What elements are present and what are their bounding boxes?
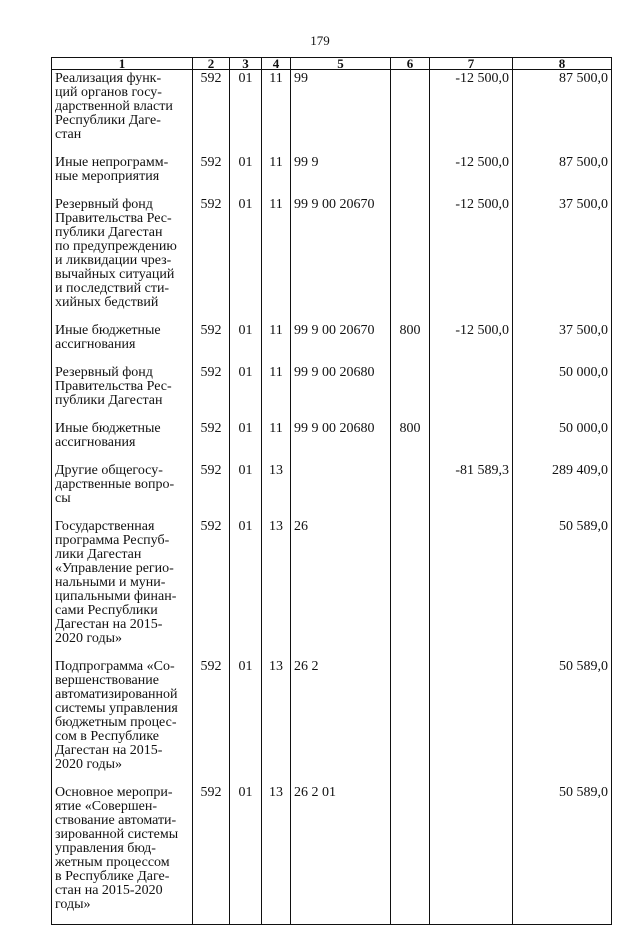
item-name-line: хийных бедствий <box>55 295 159 310</box>
cell-target-article: 99 9 00 20680 <box>291 364 391 420</box>
cell-total-amount: 50 000,0 <box>513 364 612 420</box>
item-name-line: «Управление регио- <box>55 561 174 576</box>
item-name-line: Другие общегосу- <box>55 463 163 478</box>
cell-total-amount: 37 500,0 <box>513 196 612 322</box>
cell-expense-type <box>391 518 430 658</box>
item-name-line: Правительства Рес- <box>55 379 172 394</box>
item-name-line: ствование автомати- <box>55 813 177 828</box>
cell-subsection: 13 <box>262 658 291 784</box>
cell-change-amount <box>430 658 513 784</box>
cell-change-amount: -12 500,0 <box>430 196 513 322</box>
column-header: 7 <box>430 58 513 70</box>
cell-admin-code: 592 <box>193 322 230 364</box>
item-name-line: жетным процессом <box>55 855 170 870</box>
item-name-line: сами Республики <box>55 603 158 618</box>
cell-total-amount: 50 589,0 <box>513 658 612 784</box>
cell-change-amount: -12 500,0 <box>430 70 513 155</box>
item-name-line: 2020 годы» <box>55 631 123 646</box>
table-row <box>52 658 612 784</box>
item-name-line: Правительства Рес- <box>55 211 172 226</box>
cell-change-amount: -81 589,3 <box>430 462 513 518</box>
cell-change-amount: -12 500,0 <box>430 154 513 196</box>
item-name-line: стан на 2015-2020 <box>55 883 163 898</box>
item-name-line: программа Респуб- <box>55 533 170 548</box>
cell-expense-type <box>391 784 430 925</box>
cell-total-amount: 289 409,0 <box>513 462 612 518</box>
item-name-line: системы управления <box>55 701 178 716</box>
cell-expense-type: 800 <box>391 322 430 364</box>
item-name-line: вычайных ситуаций <box>55 267 175 282</box>
column-header: 8 <box>513 58 612 70</box>
table-row <box>52 364 612 420</box>
cell-change-amount <box>430 420 513 462</box>
cell-expense-type <box>391 364 430 420</box>
cell-admin-code: 592 <box>193 462 230 518</box>
cell-section: 01 <box>230 196 262 322</box>
cell-admin-code: 592 <box>193 364 230 420</box>
cell-admin-code: 592 <box>193 784 230 925</box>
table-row <box>52 154 612 196</box>
cell-admin-code: 592 <box>193 420 230 462</box>
cell-change-amount <box>430 518 513 658</box>
budget-table <box>51 57 612 925</box>
column-header: 4 <box>262 58 291 70</box>
item-name-line: в Республике Даге- <box>55 869 170 884</box>
column-header: 6 <box>391 58 430 70</box>
page-number: 179 <box>310 33 330 48</box>
cell-target-article: 99 9 <box>291 154 391 196</box>
cell-item-name <box>52 462 193 518</box>
cell-target-article: 26 <box>291 518 391 658</box>
item-name-line: дарственные вопро- <box>55 477 175 492</box>
item-name-line: стан <box>55 127 82 142</box>
table-row <box>52 518 612 658</box>
item-name-line: по предупреждению <box>55 239 177 254</box>
cell-expense-type <box>391 154 430 196</box>
cell-section: 01 <box>230 784 262 925</box>
item-name-line: Иные непрограмм- <box>55 155 169 170</box>
cell-item-name <box>52 784 193 925</box>
item-name-line: лики Дагестан <box>55 547 142 562</box>
item-name-line: Резервный фонд <box>55 197 153 212</box>
cell-admin-code: 592 <box>193 658 230 784</box>
cell-admin-code: 592 <box>193 518 230 658</box>
cell-section: 01 <box>230 70 262 155</box>
cell-target-article: 26 2 01 <box>291 784 391 925</box>
item-name-line: Подпрограмма «Со- <box>55 659 175 674</box>
item-name-line: ассигнования <box>55 337 136 352</box>
cell-subsection: 13 <box>262 784 291 925</box>
cell-subsection: 13 <box>262 462 291 518</box>
item-name-line: Реализация функ- <box>55 71 162 86</box>
cell-section: 01 <box>230 658 262 784</box>
cell-subsection: 11 <box>262 196 291 322</box>
cell-subsection: 13 <box>262 518 291 658</box>
cell-subsection: 11 <box>262 420 291 462</box>
cell-admin-code: 592 <box>193 154 230 196</box>
cell-target-article: 99 9 00 20670 <box>291 196 391 322</box>
table-row <box>52 322 612 364</box>
cell-section: 01 <box>230 364 262 420</box>
cell-target-article: 99 9 00 20680 <box>291 420 391 462</box>
cell-section: 01 <box>230 322 262 364</box>
item-name-line: ятие «Совершен- <box>55 799 157 814</box>
item-name-line: вершенствование <box>55 673 159 688</box>
cell-item-name <box>52 70 193 155</box>
cell-change-amount <box>430 364 513 420</box>
item-name-line: Иные бюджетные <box>55 323 161 338</box>
cell-change-amount: -12 500,0 <box>430 322 513 364</box>
table-row <box>52 196 612 322</box>
item-name-line: и ликвидации чрез- <box>55 253 172 268</box>
cell-subsection: 11 <box>262 70 291 155</box>
cell-total-amount: 50 589,0 <box>513 518 612 658</box>
cell-expense-type <box>391 196 430 322</box>
column-header: 5 <box>291 58 391 70</box>
cell-item-name <box>52 154 193 196</box>
column-header: 3 <box>230 58 262 70</box>
item-name-line: публики Дагестан <box>55 225 163 240</box>
item-name-line: ассигнования <box>55 435 136 450</box>
item-name-line: Резервный фонд <box>55 365 153 380</box>
item-name-line: Дагестан на 2015- <box>55 617 163 632</box>
item-name-line: 2020 годы» <box>55 757 123 772</box>
item-name-line: сы <box>55 491 71 506</box>
table-header-row <box>52 58 612 70</box>
column-header: 2 <box>193 58 230 70</box>
cell-expense-type <box>391 462 430 518</box>
cell-total-amount: 87 500,0 <box>513 70 612 155</box>
cell-total-amount: 87 500,0 <box>513 154 612 196</box>
cell-item-name <box>52 518 193 658</box>
item-name-line: ципальными финан- <box>55 589 177 604</box>
item-name-line: и последствий сти- <box>55 281 170 296</box>
item-name-line: Дагестан на 2015- <box>55 743 163 758</box>
cell-expense-type <box>391 70 430 155</box>
cell-item-name <box>52 420 193 462</box>
cell-target-article: 99 <box>291 70 391 155</box>
table-row <box>52 70 612 155</box>
table-row <box>52 784 612 925</box>
table-row <box>52 462 612 518</box>
cell-section: 01 <box>230 518 262 658</box>
item-name-line: Республики Даге- <box>55 113 161 128</box>
column-header: 1 <box>52 58 193 70</box>
table-row <box>52 420 612 462</box>
cell-item-name <box>52 364 193 420</box>
item-name-line: ций органов госу- <box>55 85 162 100</box>
cell-section: 01 <box>230 420 262 462</box>
cell-expense-type <box>391 658 430 784</box>
cell-target-article: 26 2 <box>291 658 391 784</box>
cell-admin-code: 592 <box>193 196 230 322</box>
cell-change-amount <box>430 784 513 925</box>
cell-total-amount: 37 500,0 <box>513 322 612 364</box>
item-name-line: зированной системы <box>55 827 179 842</box>
cell-subsection: 11 <box>262 322 291 364</box>
item-name-line: сом в Республике <box>55 729 160 744</box>
cell-total-amount: 50 000,0 <box>513 420 612 462</box>
item-name-line: автоматизированной <box>55 687 178 702</box>
cell-item-name <box>52 196 193 322</box>
cell-total-amount: 50 589,0 <box>513 784 612 925</box>
cell-subsection: 11 <box>262 364 291 420</box>
cell-subsection: 11 <box>262 154 291 196</box>
cell-admin-code: 592 <box>193 70 230 155</box>
item-name-line: дарственной власти <box>55 99 173 114</box>
cell-section: 01 <box>230 462 262 518</box>
cell-target-article <box>291 462 391 518</box>
item-name-line: Основное меропри- <box>55 785 173 800</box>
cell-expense-type: 800 <box>391 420 430 462</box>
item-name-line: годы» <box>55 897 91 912</box>
table-body <box>52 70 612 925</box>
item-name-line: бюджетным процес- <box>55 715 177 730</box>
cell-section: 01 <box>230 154 262 196</box>
cell-target-article: 99 9 00 20670 <box>291 322 391 364</box>
item-name-line: публики Дагестан <box>55 393 163 408</box>
cell-item-name <box>52 658 193 784</box>
item-name-line: нальными и муни- <box>55 575 166 590</box>
item-name-line: ные мероприятия <box>55 169 160 184</box>
item-name-line: Иные бюджетные <box>55 421 161 436</box>
item-name-line: Государственная <box>55 519 155 534</box>
cell-item-name <box>52 322 193 364</box>
item-name-line: управления бюд- <box>55 841 156 856</box>
